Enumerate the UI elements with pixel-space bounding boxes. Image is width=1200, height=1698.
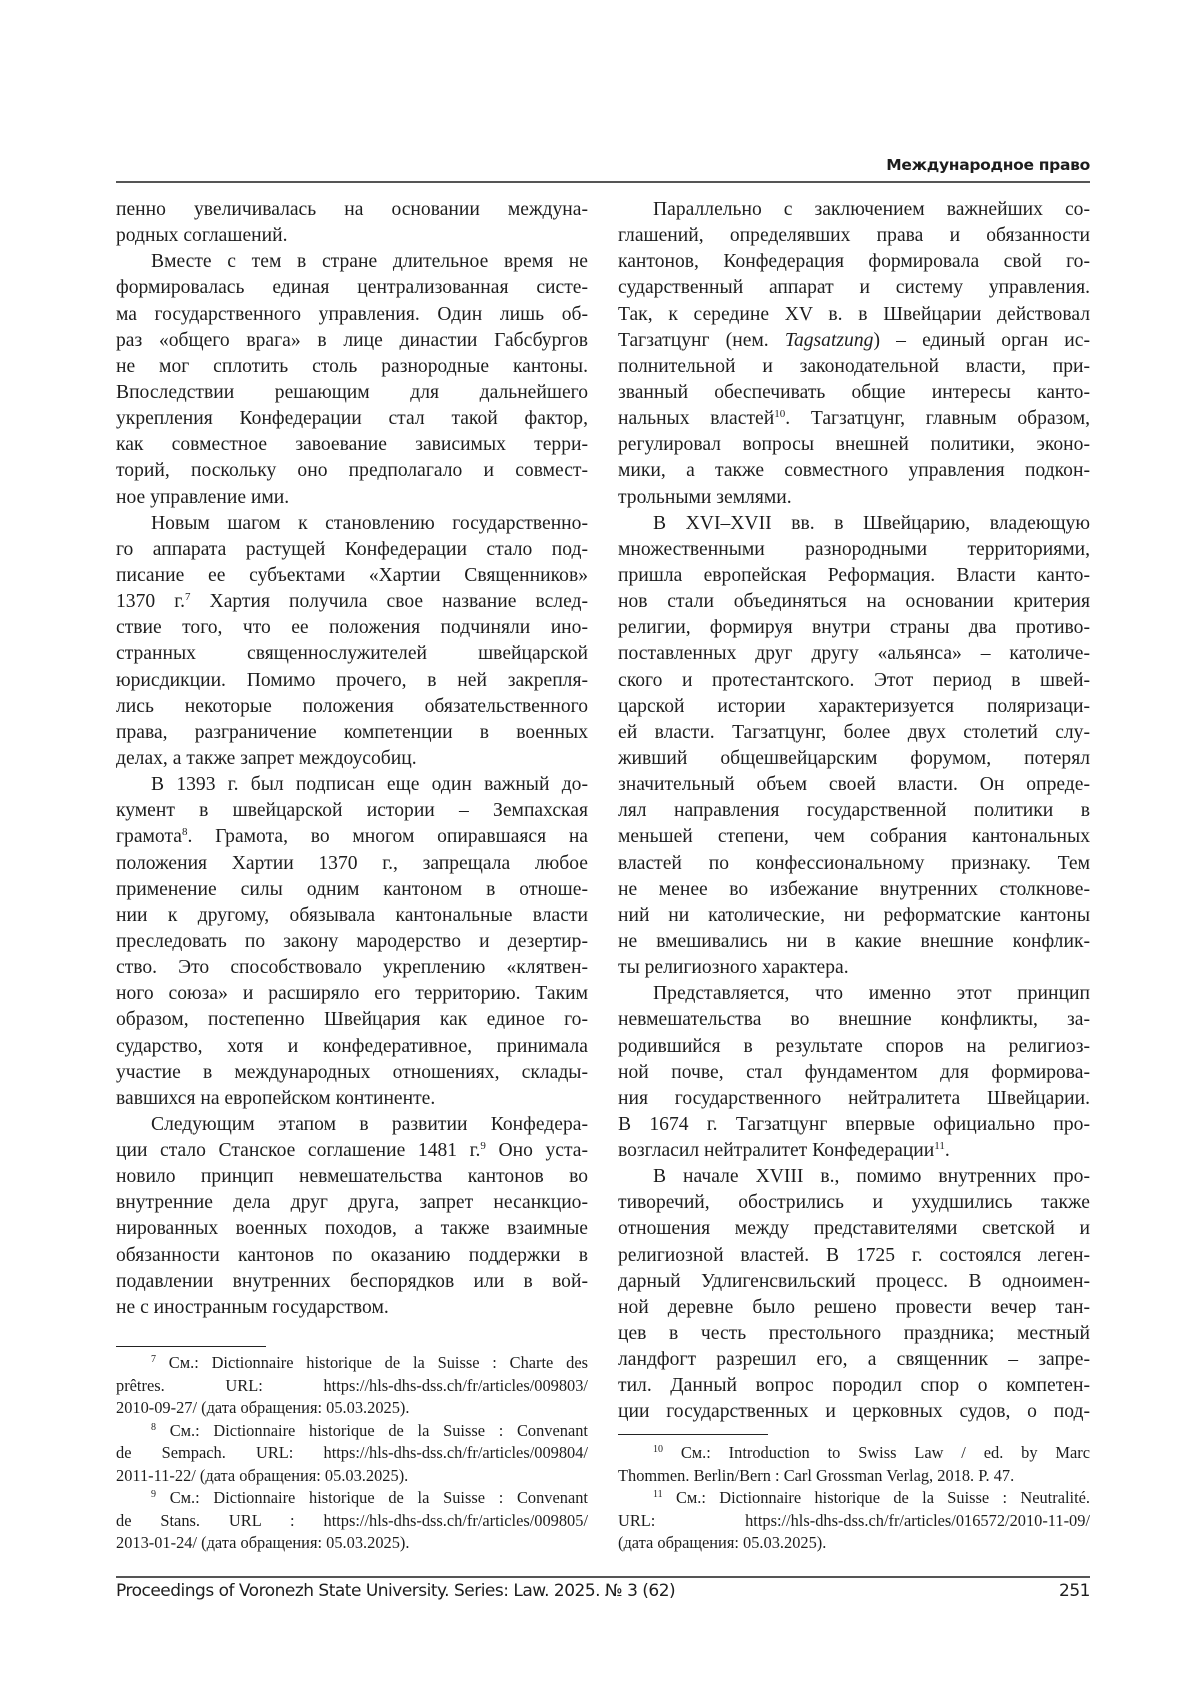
- text-segment: См.: Dictionnaire historique de la Suisse : Convenant: [156, 1421, 588, 1440]
- text-line: обязанности кантонов по оказанию поддержки в: [116, 1243, 588, 1269]
- text-line: невмешательства во внешние конфликты, за-: [618, 1007, 1090, 1033]
- text-line: нированных военных походов, а также взаимные: [116, 1216, 588, 1242]
- text-line: пришла европейская Реформация. Власти канто-: [618, 563, 1090, 589]
- text-line: тиворечий, обострились и ухудшились также: [618, 1190, 1090, 1216]
- text-line: ствие того, что ее положения подчиняли ино-: [116, 615, 588, 641]
- text-segment: возгласил нейтралитет Конфедерации: [618, 1140, 934, 1161]
- text-line: пенно увеличивалась на основании междуна-: [116, 197, 588, 223]
- text-segment: грамота: [116, 826, 182, 847]
- page-number: 251: [1059, 1581, 1090, 1601]
- text-line: образом, постепенно Швейцария как единое го-: [116, 1007, 588, 1033]
- text-segment: . Тагзатцунг, главным образом,: [785, 408, 1090, 429]
- text-line: 2011-11-22/ (дата обращения: 05.03.2025).: [116, 1465, 588, 1488]
- footnote-separator-right: [618, 1434, 768, 1435]
- text-line: писание ее субъектами «Хартии Священников»: [116, 563, 588, 589]
- paragraph: [116, 197, 588, 249]
- paragraph: [618, 981, 1090, 1164]
- text-line: кумент в швейцарской истории – Земпахская: [116, 798, 588, 824]
- footnote-ref: 8: [151, 1422, 156, 1433]
- text-line: значительный объем своей власти. Он опреде-: [618, 772, 1090, 798]
- text-line: ей власти. Тагзатцунг, более двух столетий слу-: [618, 720, 1090, 746]
- text-line: положения Хартии 1370 г., запрещала любое: [116, 851, 588, 877]
- text-line: ство. Это способствовало укреплению «клятвен-: [116, 955, 588, 981]
- text-segment: ) – единый орган ис-: [873, 330, 1090, 351]
- text-line: как совместное завоевание зависимых терри-: [116, 432, 588, 458]
- text-line: В 1674 г. Тагзатцунг впервые официально про-: [618, 1112, 1090, 1138]
- text-line: лял направления государственной политики в: [618, 798, 1090, 824]
- footnote-ref: 7: [151, 1354, 156, 1365]
- text-line: prêtres. URL: https://hls-dhs-dss.ch/fr/articles/009803/: [116, 1375, 588, 1398]
- italic-term: Tagsatzung: [785, 330, 874, 351]
- text-line: отношения между представителями светской и: [618, 1216, 1090, 1242]
- text-line: цев в честь престольного праздника; местный: [618, 1321, 1090, 1347]
- footnote: [618, 1442, 1090, 1487]
- text-line: [618, 1442, 1090, 1465]
- text-line: регулировал вопросы внешней политики, эконо-: [618, 432, 1090, 458]
- page-footer: [116, 1581, 1090, 1601]
- text-line: званный обеспечивать общие интересы канто-: [618, 380, 1090, 406]
- text-line: царской истории характеризуется поляризаци-: [618, 694, 1090, 720]
- running-header-section: Международное право: [886, 156, 1090, 174]
- paragraph: [618, 511, 1090, 982]
- text-segment: См.: Dictionnaire historique de la Suisse : Neutralité.: [663, 1488, 1090, 1507]
- text-segment: Оно уста-: [486, 1140, 588, 1161]
- left-column: [116, 197, 588, 1321]
- text-line: Новым шагом к становлению государственно-: [116, 511, 588, 537]
- text-line: ное управление ими.: [116, 485, 588, 511]
- text-segment: .: [945, 1140, 950, 1161]
- text-line: не менее во избежание внутренних столкнове-: [618, 877, 1090, 903]
- paragraph: [116, 511, 588, 772]
- text-line: кантонов, Конфедерация формировала свой го-: [618, 249, 1090, 275]
- header-rule: [116, 181, 1090, 183]
- text-segment: нальных властей: [618, 408, 774, 429]
- text-line: [618, 1138, 1090, 1164]
- text-line: [618, 406, 1090, 432]
- footnote-ref: 10: [774, 408, 785, 420]
- text-line: сударство, хотя и конфедеративное, принимала: [116, 1034, 588, 1060]
- text-line: ной деревне было решено провести вечер тан-: [618, 1295, 1090, 1321]
- text-line: ния государственного нейтралитета Швейцарии.: [618, 1086, 1090, 1112]
- text-line: новило принцип невмешательства кантонов во: [116, 1164, 588, 1190]
- text-line: раз «общего врага» в лице династии Габсбургов: [116, 328, 588, 354]
- text-line: юрисдикции. Помимо прочего, в ней закрепля-: [116, 668, 588, 694]
- text-line: В XVI–XVII вв. в Швейцарию, владеющую: [618, 511, 1090, 537]
- text-line: URL: https://hls-dhs-dss.ch/fr/articles/016572/2010-11-09/: [618, 1510, 1090, 1533]
- paragraph: [618, 1164, 1090, 1425]
- text-line: Впоследствии решающим для дальнейшего: [116, 380, 588, 406]
- text-line: не мог сплотить столь разнородные кантоны.: [116, 354, 588, 380]
- footnote-ref: 9: [151, 1489, 156, 1500]
- text-line: 2010-09-27/ (дата обращения: 05.03.2025).: [116, 1397, 588, 1420]
- text-line: ского и протестантского. Этот период в швей-: [618, 668, 1090, 694]
- text-line: трольными землями.: [618, 485, 1090, 511]
- footnote-ref: 9: [480, 1140, 486, 1152]
- footer-rule: [116, 1576, 1090, 1578]
- text-line: 2013-01-24/ (дата обращения: 05.03.2025).: [116, 1532, 588, 1555]
- text-line: полнительной и законодательной власти, при-: [618, 354, 1090, 380]
- footnote-separator-left: [116, 1346, 266, 1347]
- text-line: de Sempach. URL: https://hls-dhs-dss.ch/fr/articles/009804/: [116, 1442, 588, 1465]
- text-line: лись некоторые положения обязательственного: [116, 694, 588, 720]
- text-line: В 1393 г. был подписан еще один важный до-: [116, 772, 588, 798]
- text-line: ний ни католические, ни реформатские кантоны: [618, 903, 1090, 929]
- footnotes-right: [618, 1442, 1090, 1555]
- text-line: права, разграничение компетенции в военных: [116, 720, 588, 746]
- text-line: Так, к середине XV в. в Швейцарии действовал: [618, 302, 1090, 328]
- text-line: укрепления Конфедерации стал такой фактор,: [116, 406, 588, 432]
- paragraph: [618, 197, 1090, 511]
- text-line: религии, формируя внутри страны два противо-: [618, 615, 1090, 641]
- text-line: (дата обращения: 05.03.2025).: [618, 1532, 1090, 1555]
- text-line: родившийся в результате споров на религиоз-: [618, 1034, 1090, 1060]
- footnote-ref: 8: [182, 826, 188, 838]
- right-column: [618, 197, 1090, 1426]
- text-line: [618, 328, 1090, 354]
- text-line: [116, 1352, 588, 1375]
- text-line: глашений, определявших права и обязанности: [618, 223, 1090, 249]
- text-line: ты религиозного характера.: [618, 955, 1090, 981]
- footnote: [116, 1352, 588, 1420]
- text-line: тил. Данный вопрос породил спор о компетен-: [618, 1373, 1090, 1399]
- text-line: нов стали объединяться на основании критерия: [618, 589, 1090, 615]
- text-segment: См.: Dictionnaire historique de la Suisse : Convenant: [156, 1488, 588, 1507]
- text-line: вавшихся на европейском континенте.: [116, 1086, 588, 1112]
- text-segment: Тагзатцунг (нем.: [618, 330, 785, 351]
- text-line: не вмешивались ни в какие внешние конфлик-: [618, 929, 1090, 955]
- footnote-ref: 7: [185, 591, 191, 603]
- paragraph: [116, 1112, 588, 1321]
- text-segment: Хартия получила свое название вслед-: [190, 591, 588, 612]
- text-line: [116, 824, 588, 850]
- text-line: поставленных друг другу «альянса» – католиче-: [618, 641, 1090, 667]
- text-line: мики, а также совместного управления подкон-: [618, 458, 1090, 484]
- text-line: ции государственных и церковных судов, о под-: [618, 1399, 1090, 1425]
- footnote: [116, 1420, 588, 1488]
- text-line: ландфогт разрешил его, а священник – запре-: [618, 1347, 1090, 1373]
- text-segment: . Грамота, во многом опиравшаяся на: [187, 826, 588, 847]
- footnote-ref: 11: [653, 1489, 663, 1500]
- text-line: Параллельно с заключением важнейших со-: [618, 197, 1090, 223]
- footnote-ref: 10: [653, 1444, 663, 1455]
- text-line: формировалась единая централизованная систе-: [116, 275, 588, 301]
- journal-citation: Proceedings of Voronezh State University. Series: Law. 2025. № 3 (62): [116, 1581, 675, 1601]
- text-line: властей по конфессиональному признаку. Тем: [618, 851, 1090, 877]
- footnote-ref: 11: [934, 1140, 945, 1152]
- text-line: применение силы одним кантоном в отноше-: [116, 877, 588, 903]
- text-line: дарный Удлигенсвильский процесс. В одноимен-: [618, 1269, 1090, 1295]
- text-line: [116, 589, 588, 615]
- text-line: религиозной властей. В 1725 г. состоялся леген-: [618, 1243, 1090, 1269]
- text-line: Следующим этапом в развитии Конфедера-: [116, 1112, 588, 1138]
- text-line: не с иностранным государством.: [116, 1295, 588, 1321]
- footnotes-left: [116, 1352, 588, 1555]
- text-line: странных священнослужителей швейцарской: [116, 641, 588, 667]
- text-line: торий, поскольку оно предполагало и совмест-: [116, 458, 588, 484]
- text-line: живший общешвейцарским форумом, потерял: [618, 746, 1090, 772]
- text-line: участие в международных отношениях, склады-: [116, 1060, 588, 1086]
- text-line: подавлении внутренних беспорядков или в вой-: [116, 1269, 588, 1295]
- text-line: делах, а также запрет междоусобиц.: [116, 746, 588, 772]
- text-segment: См.: Introduction to Swiss Law / ed. by Marc: [663, 1443, 1090, 1462]
- footnote: [116, 1487, 588, 1555]
- text-line: го аппарата растущей Конфедерации стало под-: [116, 537, 588, 563]
- text-line: [618, 1487, 1090, 1510]
- text-line: Представляется, что именно этот принцип: [618, 981, 1090, 1007]
- text-segment: ции стало Станское соглашение 1481 г.: [116, 1140, 480, 1161]
- text-line: сударственный аппарат и систему управления.: [618, 275, 1090, 301]
- text-line: [116, 1420, 588, 1443]
- text-line: ной почве, стал фундаментом для формирова-: [618, 1060, 1090, 1086]
- footnote: [618, 1487, 1090, 1555]
- paragraph: [116, 249, 588, 510]
- text-line: внутренние дела друг друга, запрет несанкцио-: [116, 1190, 588, 1216]
- text-line: нии к другому, обязывала кантональные власти: [116, 903, 588, 929]
- text-line: [116, 1138, 588, 1164]
- text-line: de Stans. URL : https://hls-dhs-dss.ch/fr/articles/009805/: [116, 1510, 588, 1533]
- text-line: ма государственного управления. Один лишь об-: [116, 302, 588, 328]
- text-segment: См.: Dictionnaire historique de la Suisse : Charte des: [156, 1353, 588, 1372]
- paragraph: [116, 772, 588, 1112]
- text-line: меньшей степени, чем собрания кантональных: [618, 824, 1090, 850]
- text-line: ного союза» и расширяло его территорию. Таким: [116, 981, 588, 1007]
- text-line: Вместе с тем в стране длительное время не: [116, 249, 588, 275]
- text-line: Thommen. Berlin/Bern : Carl Grossman Verlag, 2018. P. 47.: [618, 1465, 1090, 1488]
- text-segment: 1370 г.: [116, 591, 185, 612]
- text-line: преследовать по закону мародерство и дезертир-: [116, 929, 588, 955]
- text-line: [116, 1487, 588, 1510]
- text-line: родных соглашений.: [116, 223, 588, 249]
- text-line: множественными разнородными территориями,: [618, 537, 1090, 563]
- text-line: В начале XVIII в., помимо внутренних про-: [618, 1164, 1090, 1190]
